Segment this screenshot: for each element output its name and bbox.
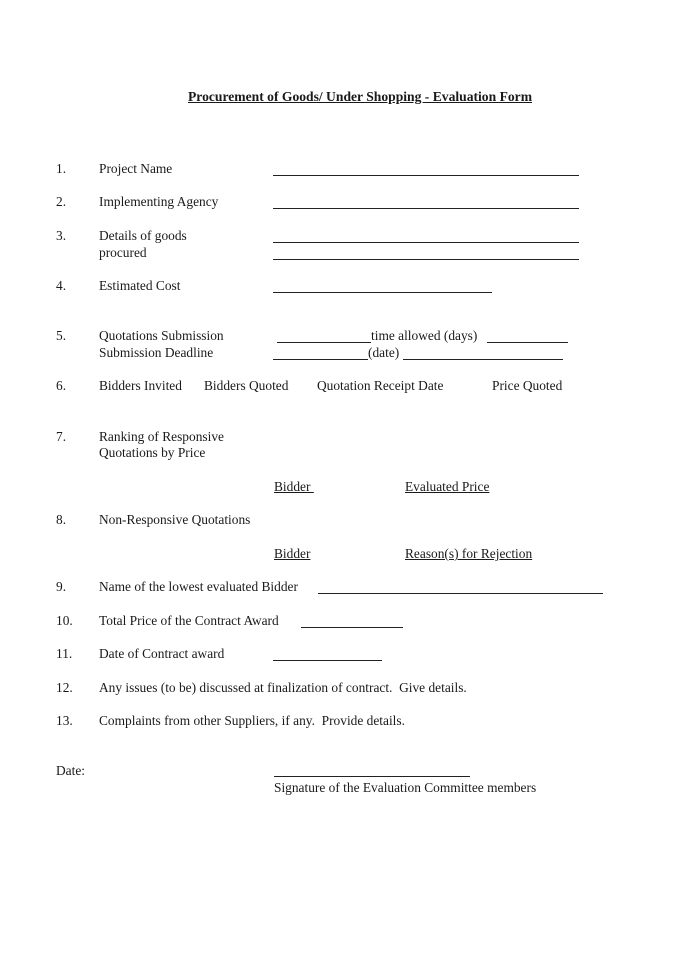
signature-field[interactable] [274,776,470,777]
contract-award-date-field[interactable] [273,660,382,661]
submission-deadline-label: Submission Deadline [99,345,214,360]
ranking-bidder-header: Bidder [274,479,314,494]
item-number: 8. [56,512,67,527]
details-of-goods-label: Details of goods [99,228,187,243]
submission-deadline-field[interactable] [273,359,368,360]
total-price-label: Total Price of the Contract Award [99,613,279,628]
contract-award-date-label: Date of Contract award [99,646,225,661]
ranking-label-cont: Quotations by Price [99,445,206,460]
non-responsive-label: Non-Responsive Quotations [99,512,251,527]
estimated-cost-label: Estimated Cost [99,278,181,293]
deadline-date-field[interactable] [403,359,563,360]
details-of-goods-field-1[interactable] [273,242,579,243]
evaluated-price-header: Evaluated Price [405,479,490,494]
non-responsive-bidder-header: Bidder [274,546,311,561]
quotations-submission-field[interactable] [277,342,371,343]
total-price-field[interactable] [301,627,403,628]
date-label: (date) [368,345,400,360]
details-of-goods-label-cont: procured [99,245,147,260]
date-label: Date: [56,763,85,778]
item-number: 13. [56,713,73,728]
bidders-invited-header: Bidders Invited [99,378,182,393]
estimated-cost-field[interactable] [273,292,492,293]
implementing-agency-field[interactable] [273,208,579,209]
page-title: Procurement of Goods/ Under Shopping - Evaluation Form [188,89,533,104]
lowest-bidder-label: Name of the lowest evaluated Bidder [99,579,298,594]
item-number: 6. [56,378,67,393]
item-number: 5. [56,328,67,343]
item-number: 10. [56,613,73,628]
bidders-quoted-header: Bidders Quoted [204,378,289,393]
item-number: 1. [56,161,67,176]
quotation-receipt-date-header: Quotation Receipt Date [317,378,444,393]
project-name-label: Project Name [99,161,173,176]
price-quoted-header: Price Quoted [492,378,563,393]
implementing-agency-label: Implementing Agency [99,194,219,209]
time-allowed-field[interactable] [487,342,568,343]
time-allowed-label: time allowed (days) [371,328,478,343]
project-name-field[interactable] [273,175,579,176]
ranking-label: Ranking of Responsive [99,429,224,444]
lowest-bidder-field[interactable] [318,593,603,594]
item-number: 7. [56,429,67,444]
item-number: 3. [56,228,67,243]
item-number: 2. [56,194,67,209]
item-number: 4. [56,278,67,293]
item-number: 9. [56,579,67,594]
issues-label: Any issues (to be) discussed at finalization of contract. Give details. [99,680,467,695]
quotations-submission-label: Quotations Submission [99,328,224,343]
details-of-goods-field-2[interactable] [273,259,579,260]
complaints-label: Complaints from other Suppliers, if any. Provide details. [99,713,405,728]
signature-label: Signature of the Evaluation Committee members [274,780,537,795]
item-number: 11. [56,646,73,661]
item-number: 12. [56,680,73,695]
rejection-reason-header: Reason(s) for Rejection [405,546,533,561]
